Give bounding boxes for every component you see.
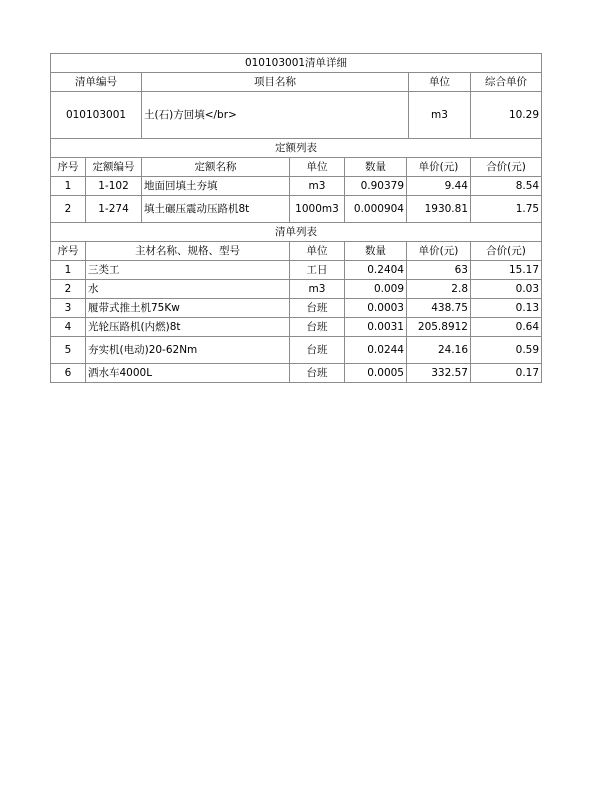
- material-no: 1: [51, 261, 86, 280]
- item-code: 010103001: [51, 92, 142, 139]
- material-col-no: 序号: [51, 242, 86, 261]
- material-unit: 台班: [290, 318, 345, 337]
- material-qty: 0.0244: [345, 337, 407, 364]
- material-col-qty: 数量: [345, 242, 407, 261]
- material-total: 0.64: [471, 318, 542, 337]
- quota-name: 填土碾压震动压路机8t: [142, 196, 290, 223]
- bill-item-table: [50, 53, 542, 139]
- material-qty: 0.2404: [345, 261, 407, 280]
- table-row: [51, 280, 542, 299]
- material-total: 0.17: [471, 364, 542, 383]
- material-price: 438.75: [407, 299, 471, 318]
- material-qty: 0.0031: [345, 318, 407, 337]
- material-price: 63: [407, 261, 471, 280]
- material-total: 15.17: [471, 261, 542, 280]
- material-col-total: 合价(元): [471, 242, 542, 261]
- material-qty: 0.0005: [345, 364, 407, 383]
- quota-col-name: 定额名称: [142, 158, 290, 177]
- material-price: 2.8: [407, 280, 471, 299]
- item-price: 10.29: [471, 92, 542, 139]
- header-code: 清单编号: [51, 73, 142, 92]
- material-no: 5: [51, 337, 86, 364]
- quota-total: 8.54: [471, 177, 542, 196]
- material-unit: 台班: [290, 364, 345, 383]
- table-row: [51, 364, 542, 383]
- table-row: [51, 261, 542, 280]
- material-no: 6: [51, 364, 86, 383]
- quota-col-price: 单价(元): [407, 158, 471, 177]
- header-price: 综合单价: [471, 73, 542, 92]
- quota-table: [50, 139, 542, 223]
- material-total: 0.13: [471, 299, 542, 318]
- material-unit: 台班: [290, 299, 345, 318]
- material-price: 24.16: [407, 337, 471, 364]
- material-name: 水: [86, 280, 290, 299]
- table-row: [51, 337, 542, 364]
- quota-total: 1.75: [471, 196, 542, 223]
- bill-detail-sheet: [50, 53, 541, 383]
- quota-col-qty: 数量: [345, 158, 407, 177]
- material-table: [50, 223, 542, 383]
- material-name: 履带式推土机75Kw: [86, 299, 290, 318]
- quota-col-code: 定额编号: [86, 158, 142, 177]
- material-unit: 工日: [290, 261, 345, 280]
- material-col-name: 主材名称、规格、型号: [86, 242, 290, 261]
- quota-qty: 0.000904: [345, 196, 407, 223]
- item-name: 土(石)方回填</br>: [142, 92, 409, 139]
- quota-section-title: 定额列表: [51, 139, 542, 158]
- material-name: 洒水车4000L: [86, 364, 290, 383]
- quota-unit: 1000m3: [290, 196, 345, 223]
- material-no: 2: [51, 280, 86, 299]
- header-unit: 单位: [409, 73, 471, 92]
- quota-unit: m3: [290, 177, 345, 196]
- quota-no: 2: [51, 196, 86, 223]
- material-no: 4: [51, 318, 86, 337]
- quota-name: 地面回填土夯填: [142, 177, 290, 196]
- material-qty: 0.0003: [345, 299, 407, 318]
- material-price: 205.8912: [407, 318, 471, 337]
- material-no: 3: [51, 299, 86, 318]
- quota-price: 9.44: [407, 177, 471, 196]
- material-name: 光轮压路机(内燃)8t: [86, 318, 290, 337]
- quota-price: 1930.81: [407, 196, 471, 223]
- table-row: [51, 318, 542, 337]
- quota-col-unit: 单位: [290, 158, 345, 177]
- quota-col-no: 序号: [51, 158, 86, 177]
- quota-no: 1: [51, 177, 86, 196]
- material-unit: m3: [290, 280, 345, 299]
- item-unit: m3: [409, 92, 471, 139]
- material-total: 0.59: [471, 337, 542, 364]
- material-qty: 0.009: [345, 280, 407, 299]
- material-section-title: 清单列表: [51, 223, 542, 242]
- quota-code: 1-274: [86, 196, 142, 223]
- header-name: 项目名称: [142, 73, 409, 92]
- table-row: [51, 196, 542, 223]
- material-price: 332.57: [407, 364, 471, 383]
- material-name: 三类工: [86, 261, 290, 280]
- sheet-title: 010103001清单详细: [51, 54, 542, 73]
- material-col-unit: 单位: [290, 242, 345, 261]
- material-unit: 台班: [290, 337, 345, 364]
- material-col-price: 单价(元): [407, 242, 471, 261]
- table-row: [51, 177, 542, 196]
- quota-code: 1-102: [86, 177, 142, 196]
- material-total: 0.03: [471, 280, 542, 299]
- material-name: 夯实机(电动)20-62Nm: [86, 337, 290, 364]
- table-row: [51, 299, 542, 318]
- quota-qty: 0.90379: [345, 177, 407, 196]
- quota-col-total: 合价(元): [471, 158, 542, 177]
